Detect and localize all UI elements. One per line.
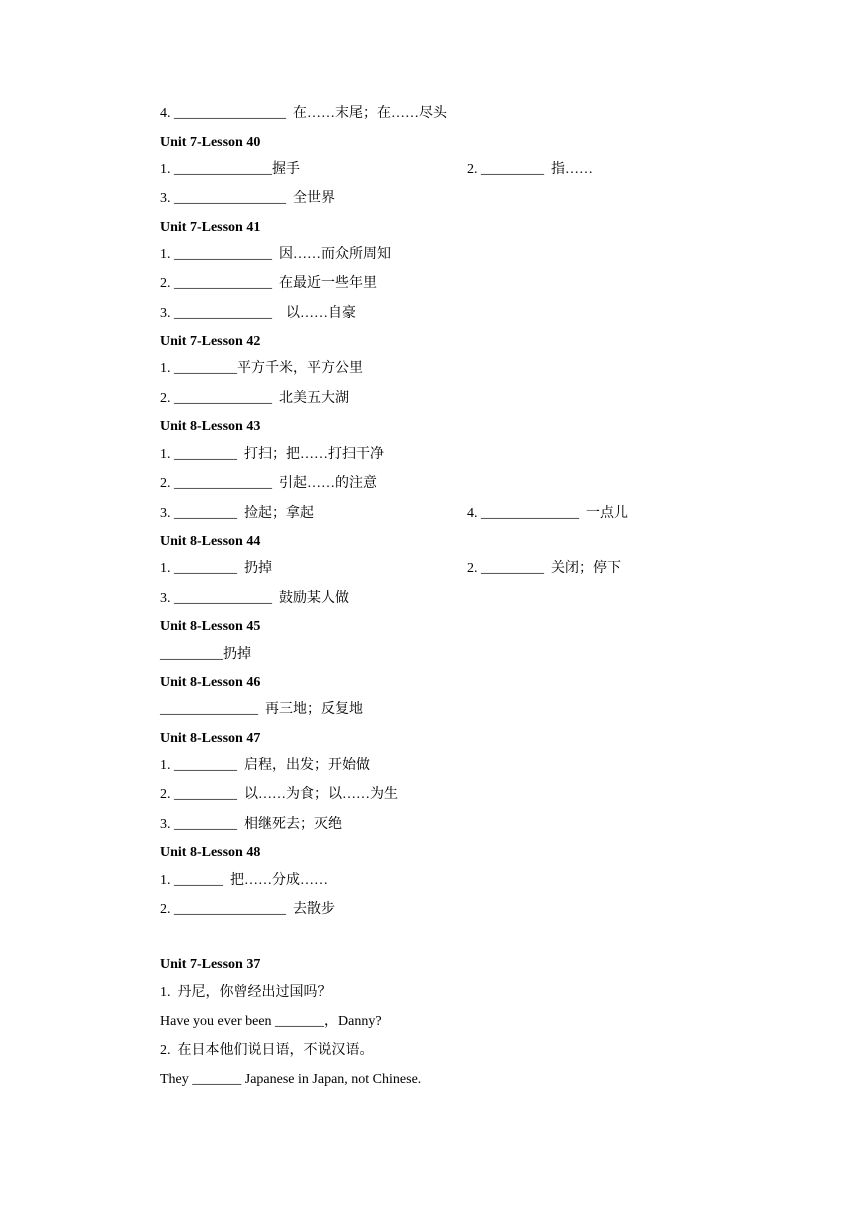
exercise-line: 1. ______________ 因……而众所周知: [160, 247, 391, 262]
exercise-line: 4. ________________ 在……末尾；在……尽头: [160, 106, 447, 121]
section-heading: Unit 8-Lesson 47: [160, 731, 261, 746]
exercise-line: 2. _________ 以……为食；以……为生: [160, 787, 398, 802]
section-heading: Unit 7-Lesson 42: [160, 334, 261, 349]
exercise-line: 4. ______________ 一点儿: [467, 506, 628, 521]
section-heading: Unit 7-Lesson 41: [160, 220, 261, 235]
exercise-line: 1. _________ 打扫；把……打扫干净: [160, 447, 384, 462]
exercise-line: _________扔掉: [160, 647, 251, 662]
section-heading: Unit 8-Lesson 45: [160, 619, 261, 634]
exercise-line: 1. _______ 把……分成……: [160, 873, 328, 888]
exercise-line: 2. _________ 关闭；停下: [467, 561, 621, 576]
exercise-line: 3. _________ 相继死去；灭绝: [160, 817, 342, 832]
exercise-line: 2. ________________ 去散步: [160, 902, 335, 917]
exercise-line: 2. ______________ 在最近一些年里: [160, 276, 377, 291]
english-sentence: They _______ Japanese in Japan, not Chinese.: [160, 1072, 422, 1087]
section-heading: Unit 7-Lesson 40: [160, 135, 261, 150]
chinese-prompt: 2. 在日本他们说日语，不说汉语。: [160, 1043, 374, 1058]
exercise-line: 1. ______________握手: [160, 162, 300, 177]
section-heading: Unit 8-Lesson 48: [160, 845, 261, 860]
exercise-line: 2. ______________ 北美五大湖: [160, 391, 349, 406]
section-heading: Unit 8-Lesson 43: [160, 419, 261, 434]
exercise-line: 3. _________ 捡起；拿起: [160, 506, 314, 521]
exercise-line: 3. ________________ 全世界: [160, 191, 335, 206]
chinese-prompt: 1. 丹尼，你曾经出过国吗？: [160, 985, 332, 1000]
section-heading: Unit 8-Lesson 44: [160, 534, 261, 549]
exercise-line: 1. _________ 扔掉: [160, 561, 272, 576]
exercise-line: 2. _________ 指……: [467, 162, 593, 177]
exercise-line: 2. ______________ 引起……的注意: [160, 476, 377, 491]
section-heading: Unit 8-Lesson 46: [160, 675, 261, 690]
english-sentence: Have you ever been _______，Danny?: [160, 1014, 382, 1029]
exercise-line: ______________ 再三地；反复地: [160, 702, 363, 717]
section-heading: Unit 7-Lesson 37: [160, 957, 261, 972]
exercise-line: 1. _________平方千米，平方公里: [160, 361, 363, 376]
exercise-line: 3. ______________ 以……自豪: [160, 306, 356, 321]
exercise-line: 1. _________ 启程，出发；开始做: [160, 758, 370, 773]
exercise-line: 3. ______________ 鼓励某人做: [160, 591, 349, 606]
